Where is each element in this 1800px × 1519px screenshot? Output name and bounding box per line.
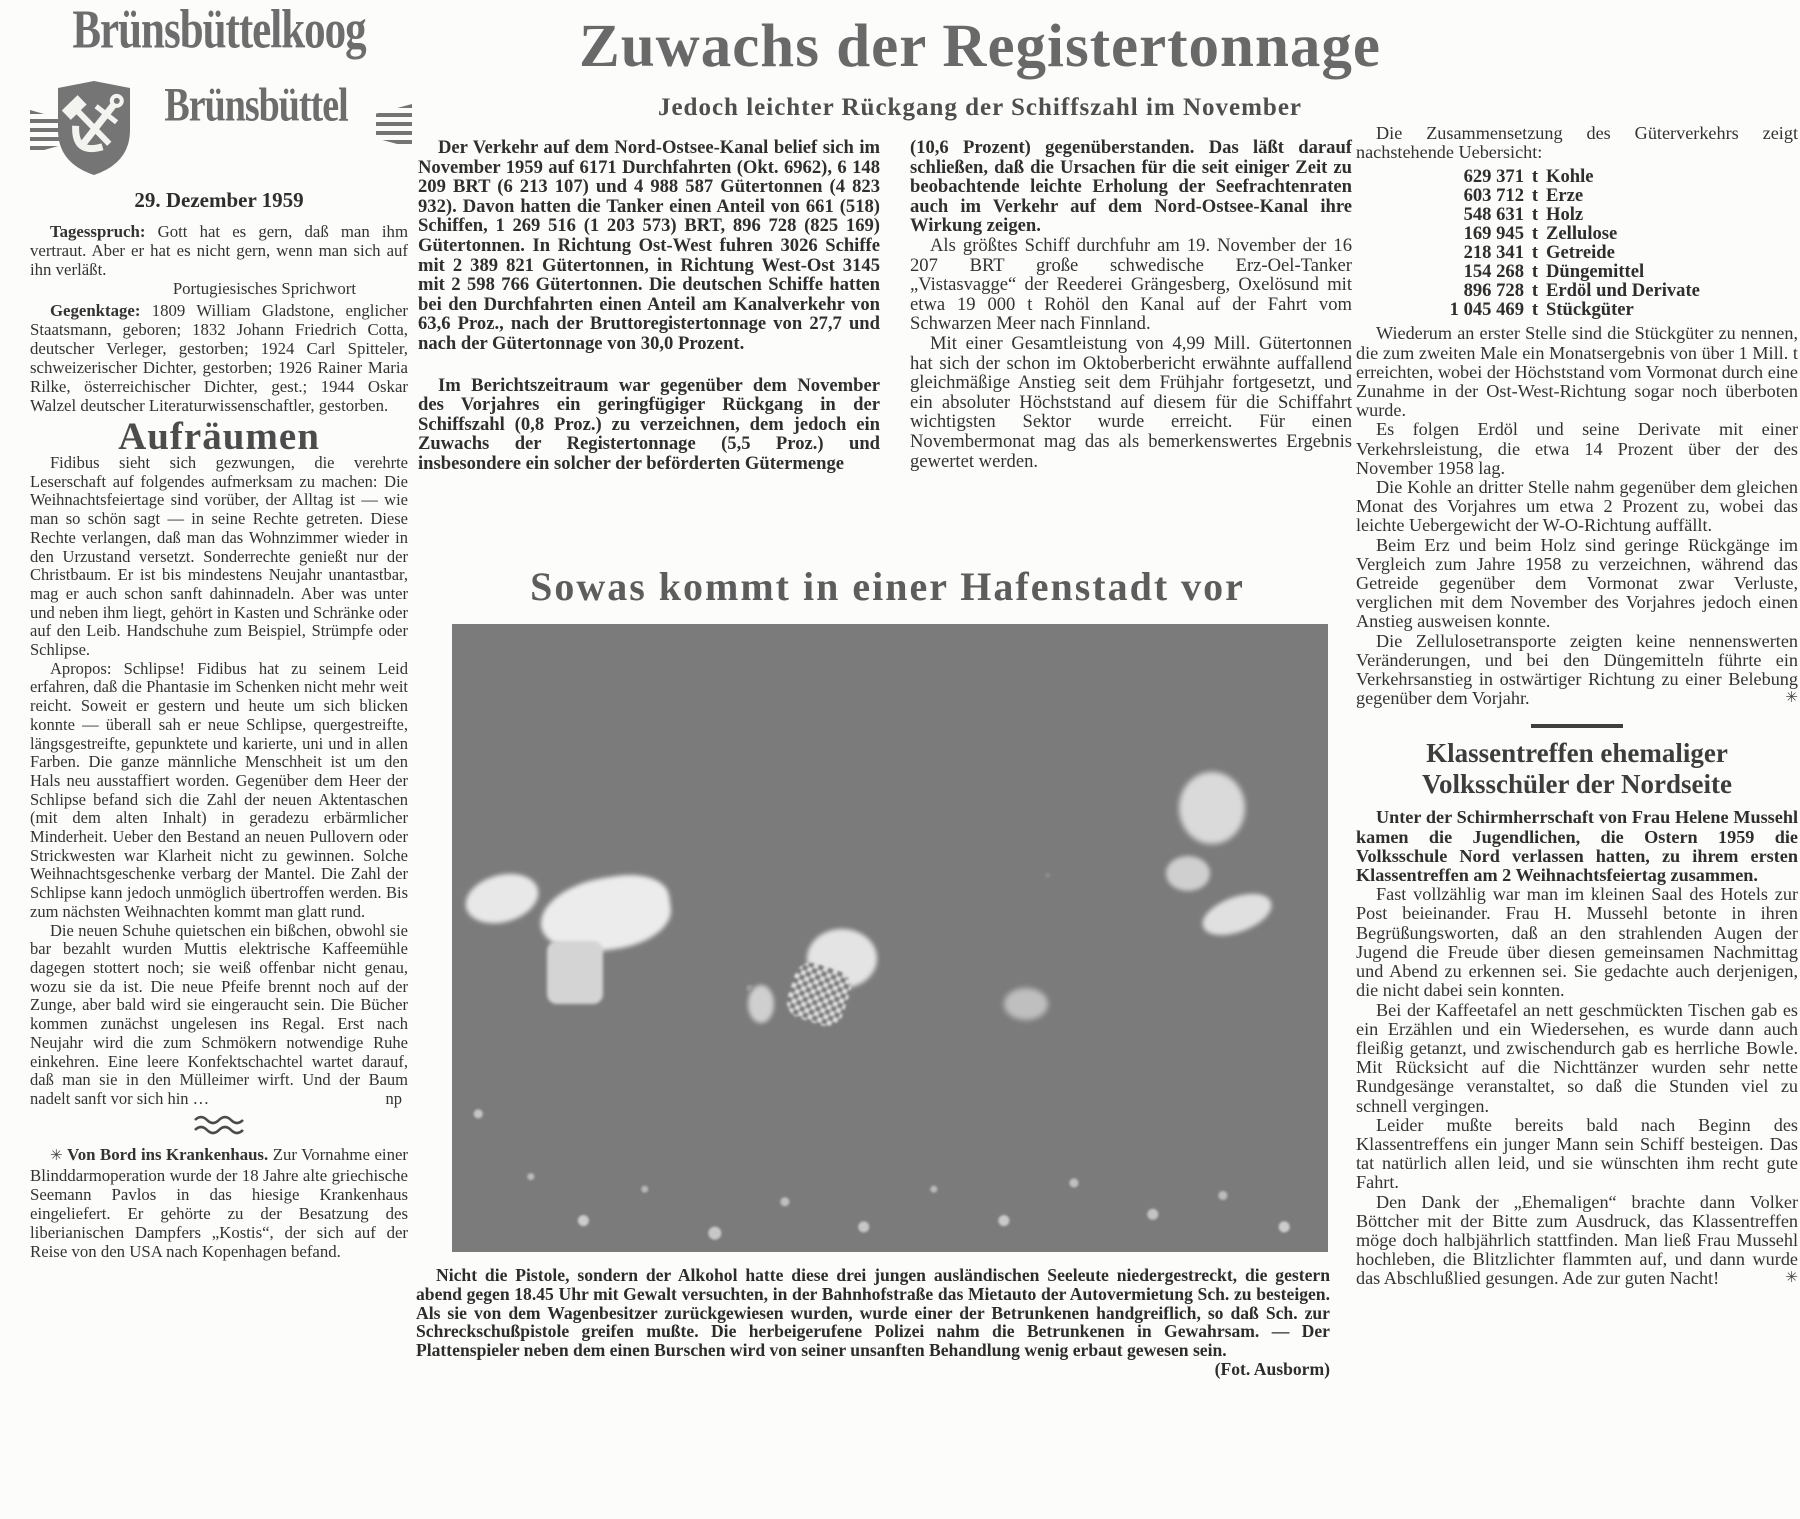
tagesspruch-label: Tagesspruch: bbox=[50, 222, 146, 241]
tons-unit: t bbox=[1531, 185, 1539, 207]
photo-caption-text: Nicht die Pistole, sondern der Alkohol hatte diese drei jungen ausländischen Seeleute niedergestreckt, die gestern abend gegen 18.45 Uhr mit Gewalt versuchten, in der Bahnhofstraße das Mietauto der Autovermietung Sch. zu besteigen. Als sie von dem Wagenbesitzer zurückgewiesen wurden, wurde einer der Betrunkenen handgreiflich, so daß Sch. zur Schreckschußpistole greifen mußte. Die herbeigerufene Polizei nahm die Betrunkenen in Gewahrsam. — Der Plattenspieler neben dem einen Burschen wird von seiner unsanften Behandlung wenig erbaut gewesen sein. bbox=[416, 1265, 1330, 1361]
squiggle-divider bbox=[30, 1114, 408, 1138]
tagesspruch-block bbox=[30, 222, 408, 298]
squiggle-divider-icon bbox=[193, 1114, 245, 1136]
main-headline: Zuwachs der Registertonnage bbox=[579, 13, 1381, 80]
tons-unit: t bbox=[1531, 280, 1539, 302]
main-article-column-1 bbox=[418, 138, 880, 474]
photo-highlight-debris bbox=[748, 985, 774, 1023]
photo-highlight-figure-left bbox=[535, 870, 675, 960]
main-subheadline: Jedoch leichter Rückgang der Schiffszahl im November bbox=[657, 94, 1303, 121]
photo-highlight-figure-right bbox=[1179, 772, 1245, 844]
masthead bbox=[30, 0, 408, 186]
commodity-name: Holz bbox=[1546, 204, 1584, 226]
commodity-name: Getreide bbox=[1546, 242, 1615, 264]
author-initials: np bbox=[385, 1088, 402, 1108]
masthead-title-bruensbuettel: Brünsbüttel bbox=[164, 79, 348, 132]
klassentreffen-headline-line1: Klassentreffen ehemaliger bbox=[1426, 738, 1728, 769]
tons-value: 1 045 469 bbox=[1449, 299, 1524, 321]
commodity-name: Düngemittel bbox=[1546, 261, 1645, 283]
star-icon: ✳ bbox=[50, 1147, 63, 1164]
article-paragraph: Mit einer Gesamtleistung von 4,99 Mill. Gütertonnen hat sich der schon im Oktoberbericht erwähnte auffallend gleichmäßige Anstieg seit dem Frühjahr fortgesetzt, und ein absoluter Höchststand auf diesem für die Schiffahrt wichtigsten Sektor wurde erreicht. Für einen Novembermonat mag das als bemerkenswertes Ergebnis gewertet werden. bbox=[910, 332, 1352, 472]
coat-of-arms-icon bbox=[54, 78, 134, 178]
tons-value: 169 945 bbox=[1463, 223, 1524, 245]
tons-unit: t bbox=[1531, 166, 1539, 188]
article-paragraph: Apropos: Schlipse! Fidibus hat zu seinem Leid erfahren, daß die Phantasie im Schenken nicht mehr weit reicht. Soweit er gestern und heute um sich blicken konnte — überall sah er neue Schlipse, quergestreifte, längsgestreifte, gepunktete und karierte, uni und in allen Farben. Die ganze männliche Menschheit ist um den Hals neu ausstaffiert worden. Gegenüber dem Heer der Schlipse befand sich die Zahl der neuen Aktentaschen (mit dem alten Inhalt) in geradezu erbärmlicher Minderheit. Ueber den Bestand an neuen Pullovern oder Strickwesten war Klarheit nicht zu gewinnen. Solche Weihnachtsgeschenke verbarg der Mantel. Die Zahl der Schlipse kann jedoch unmöglich übertroffen werden. Bis zum nächsten Weihnachten kommt man glatt rund. bbox=[30, 658, 408, 921]
article-paragraph bbox=[1356, 1193, 1798, 1289]
photo-highlight-arm bbox=[460, 866, 544, 931]
tons-value: 548 631 bbox=[1463, 204, 1524, 226]
photo-highlight-checkered-cap bbox=[783, 959, 855, 1031]
table-row bbox=[1396, 262, 1798, 281]
tagesspruch-source: Portugiesisches Sprichwort bbox=[172, 279, 356, 298]
article-paragraph bbox=[1356, 632, 1798, 709]
tons-value: 896 728 bbox=[1463, 280, 1524, 302]
article-paragraph: Bei der Kaffeetafel an nett geschmückten Tischen gab es ein Erzählen und ein Wiedersehen, es wurde dann auch fleißig getanzt, und zwischendurch gab es herrliche Bowle. Mit Rücksicht auf die Nichttänzer wurden sehr nette Rundgesänge veranstaltet, so daß die Stunden viel zu schnell vergingen. bbox=[1356, 999, 1798, 1116]
star-icon: ✳ bbox=[1785, 690, 1798, 707]
photo-highlight-ground bbox=[1004, 988, 1048, 1019]
tons-unit: t bbox=[1531, 261, 1539, 283]
tons-unit: t bbox=[1531, 204, 1539, 226]
commodity-name: Zellulose bbox=[1546, 223, 1618, 245]
table-row bbox=[1396, 243, 1798, 262]
tons-unit: t bbox=[1531, 242, 1539, 264]
commodity-name: Stückgüter bbox=[1546, 299, 1634, 321]
article-paragraph-text: Die neuen Schuhe quietschen ein bißchen, obwohl sie bar bezahlt wurden Muttis elektrische Kaffeemühle dagegen stottert noch; sie weiß offenbar nicht genau, wozu sie da ist. Die neue Pfeife brennt noch auf der Zunge, aber bald wird sie eingeraucht sein. Die Bücher kommen zunächst ungelesen ins Regal. Erst nach Neujahr wird die zum Schmökern notwendige Ruhe einkehren. Eine leere Konfektschachtel wartet darauf, daß man sie in den Mülleimer wirft. Und der Baum nadelt sanft vor sich hin … bbox=[30, 920, 408, 1108]
gegentage-block bbox=[30, 301, 408, 415]
klassentreffen-headline bbox=[1356, 738, 1798, 800]
photo-highlight-hand-right bbox=[1197, 886, 1276, 943]
masthead-flourish-right-icon bbox=[376, 104, 412, 148]
article-paragraph: Es folgen Erdöl und seine Derivate mit einer Verkehrsleistung, die etwa 14 Prozent über der des November 1958 lag. bbox=[1356, 419, 1798, 478]
star-icon: ✳ bbox=[1785, 1270, 1798, 1287]
table-row bbox=[1396, 205, 1798, 224]
article-paragraph: Beim Erz und beim Holz sind geringe Rückgänge im Vergleich zum Jahre 1958 zu verzeichnen, während das Getreide gegenüber dem Vormonat zwar Verluste, verglichen mit dem November des Vorjahres jedoch einen Anstieg ausweisen konnte. bbox=[1356, 534, 1798, 632]
article-paragraph: Im Berichtszeitraum war gegenüber dem November des Vorjahres ein geringfügiger Rückgang in der Schiffszahl (0,8 Proz.) zu verzeichnen, dem jedoch ein Zuwachs der Registertonnage (5,5 Proz.) und insbesondere ein solcher der beförderten Gütermenge bbox=[418, 374, 880, 474]
photo-highlight-face-center bbox=[807, 929, 877, 989]
table-row bbox=[1396, 300, 1798, 319]
gegentage-label: Gegenktage: bbox=[50, 301, 141, 320]
article-lead-paragraph: Unter der Schirmherrschaft von Frau Helene Mussehl kamen die Jugendlichen, die Ostern 1959 die Volksschule Nord verlassen hatten, zu ihrem ersten Klassentreffen am 2 Weihnachtsfeiertag zusammen. bbox=[1356, 807, 1798, 886]
tons-value: 603 712 bbox=[1463, 185, 1524, 207]
photo-highlight-patch-right bbox=[1166, 856, 1210, 891]
article-paragraph: Der Verkehr auf dem Nord-Ostsee-Kanal belief sich im November 1959 auf 6171 Durchfahrten (Okt. 6962), 6 148 209 BRT (6 213 107) und 4 988 587 Gütertonnen (4 823 932). Davon hatten die Tanker einen Anteil von 661 (518) Schiffen, 1 269 516 (1 203 573) BRT, 896 728 (825 169) Gütertonnen. In Richtung Ost-West fuhren 3026 Schiffe mit 2 389 821 Gütertonnen, in Richtung West-Ost 3145 mit 2 598 766 Gütertonnen. Die deutschen Schiffe hatten bei den Durchfahrten einen Anteil am Kanalverkehr von 63,6 Proz., nach der Bruttoregistertonnage von 27,7 und nach der Gütertonnage von 30,0 Prozent. bbox=[418, 137, 880, 354]
right-column bbox=[1356, 124, 1798, 1289]
tons-unit: t bbox=[1531, 299, 1539, 321]
article-paragraph bbox=[30, 922, 408, 1109]
klassentreffen-headline-line2: Volksschüler der Nordseite bbox=[1421, 769, 1732, 800]
article-paragraph-text: Den Dank der „Ehemaligen“ brachte dann Volker Böttcher mit der Bitte zum Ausdruck, das Klassentreffen möge doch halbjährlich stattfinden. Man ließ Frau Mussehl hochleben, die Blitzlichter flammten auf, und dann wurde das Abschlußlied gesungen. Ade zur guten Nacht! bbox=[1356, 1191, 1798, 1289]
commodity-name: Kohle bbox=[1546, 166, 1594, 188]
photo-highlight-suitcase bbox=[547, 941, 603, 1004]
news-photo bbox=[452, 624, 1328, 1252]
von-bord-lead: Von Bord ins Krankenhaus. bbox=[67, 1144, 269, 1164]
commodity-name: Erdöl und Derivate bbox=[1546, 280, 1700, 302]
gegentage-paragraph bbox=[30, 301, 408, 415]
photo-caption bbox=[416, 1266, 1330, 1379]
table-row bbox=[1396, 281, 1798, 300]
klassentreffen-article bbox=[1356, 808, 1798, 1288]
article-paragraph bbox=[30, 1145, 408, 1261]
photo-story-headline: Sowas kommt in einer Hafenstadt vor bbox=[530, 564, 1245, 609]
article-paragraph: Fast vollzählig war man im kleinen Saal des Hotels zur Post beieinander. Frau H. Mussehl betonte in ihren Begrüßungsworten, daß an den strahlenden Augen der Jugend die Freude über diesen gemeinsamen Nachmittag und Abend zu erkennen sei. Sie gedachte auch derjenigen, die nicht dabei sein konnten. bbox=[1356, 884, 1798, 1001]
table-row bbox=[1396, 186, 1798, 205]
article-paragraph: Als größtes Schiff durchfuhr am 19. November der 16 207 BRT große schwedische Erz-Oel-Tanker „Vistasvagge“ der Reederei Grängesberg, Oxelösund mit etwa 19 000 t Rohöl den Kanal auf der Fahrt vom Schwarzen Meer nach Finnland. bbox=[910, 234, 1352, 335]
table-row bbox=[1396, 224, 1798, 243]
photo-credit: (Fot. Ausborm) bbox=[1214, 1358, 1330, 1379]
photo-caption-paragraph bbox=[416, 1265, 1330, 1379]
masthead-title-bruensbuettelkoog: Brünsbüttelkoog bbox=[72, 0, 366, 61]
aufraeumen-article bbox=[30, 454, 408, 1109]
article-paragraph: (10,6 Prozent) gegenüberstanden. Das läßt darauf schließen, daß die Ursachen für die seit einiger Zeit zu beobachtende leichte Erholung der Seefrachtenraten auch im Verkehr auf dem Nord-Ostsee-Kanal ihre Wirkung zeigen. bbox=[910, 137, 1352, 237]
von-bord-article bbox=[30, 1145, 408, 1261]
freight-table bbox=[1396, 167, 1798, 319]
commodity-name: Erze bbox=[1546, 185, 1584, 207]
gegentage-text: 1809 William Gladstone, englicher Staatsmann, geboren; 1832 Johann Friedrich Cotta, deutscher Verleger, gestorben; 1924 Carl Spitteler, schweizerischer Dichter, gestorben; 1926 Rainer Maria Rilke, österreichischer Dichter, gest.; 1944 Oskar Walzel deutscher Literaturwissenschaftler, gestorben. bbox=[30, 301, 408, 415]
von-bord-text: Zur Vornahme einer Blinddarmoperation wurde der 18 Jahre alte griechische Seemann Pavlos in das hiesige Krankenhaus eingeliefert. Er gehörte zu der Besatzung des liberianischen Dampfers „Kostis“, der sich auf der Reise von den USA nach Kopenhagen befand. bbox=[30, 1144, 409, 1261]
article-paragraph: Die Kohle an dritter Stelle nahm gegenüber dem gleichen Monat des Vorjahres um etwa 2 Prozent zu, wobei das leichte Uebergewicht der W-O-Richtung auffällt. bbox=[1356, 477, 1798, 536]
article-paragraph-text: Die Zellulosetransporte zeigten keine nennenswerten Veränderungen, und bei den Düngemitteln führte ein Verkehrsanstieg in ostwärtiger Richtung zu einer Belebung gegenüber dem Vorjahr. bbox=[1356, 630, 1798, 709]
section-divider bbox=[1531, 724, 1623, 728]
tagesspruch-paragraph bbox=[30, 222, 408, 279]
tons-value: 218 341 bbox=[1463, 242, 1524, 264]
issue-date: 29. Dezember 1959 bbox=[134, 188, 304, 212]
left-column bbox=[30, 0, 409, 1261]
tons-value: 629 371 bbox=[1463, 166, 1524, 188]
article-paragraph: Wiederum an erster Stelle sind die Stückgüter zu nennen, die zum zweiten Male ein Monatsergebnis von über 1 Mill. t erreichten, wobei der Höchststand vom Vormonat durch eine Zunahme in der Ost-West-Richtung sogar noch überboten wurde. bbox=[1356, 323, 1798, 421]
freight-intro: Die Zusammensetzung des Güterverkehrs zeigt nachstehende Uebersicht: bbox=[1356, 123, 1798, 163]
aufraeumen-headline: Aufräumen bbox=[118, 415, 320, 458]
tons-value: 154 268 bbox=[1463, 261, 1524, 283]
tons-unit: t bbox=[1531, 223, 1539, 245]
article-paragraph: Leider mußte bereits bald nach Beginn des Klassentreffens ein junger Mann sein Schiff besteigen. Das tat natürlich allen leid, und sie wünschten ihm recht gute Fahrt. bbox=[1356, 1114, 1798, 1193]
tagesspruch-text: Gott hat es gern, daß man ihm vertraut. Aber er hat es nicht gern, wenn man sich auf ihn verläßt. bbox=[30, 222, 408, 279]
table-row bbox=[1396, 167, 1798, 186]
article-paragraph: Fidibus sieht sich gezwungen, die verehrte Leserschaft auf folgendes aufmerksam zu machen: Die Weihnachtsfeiertage sind vorüber, der Alltag ist — wie man so schön sagt — in seine Rechte getreten. Diese Rechte verlangen, daß man das Wohnzimmer wieder in den Urzustand versetzt. Sonderrechte genießt nur der Christbaum. Er ist bis mindestens Neujahr unantastbar, mag er auch schon sanft dahinnadeln. Aber was unter und neben ihm liegt, gehört in Kasten und Schränke oder auf den Leib. Handschuhe zum Beispiel, Strümpfe oder Schlipse. bbox=[30, 453, 408, 660]
main-article-column-2 bbox=[910, 138, 1352, 471]
